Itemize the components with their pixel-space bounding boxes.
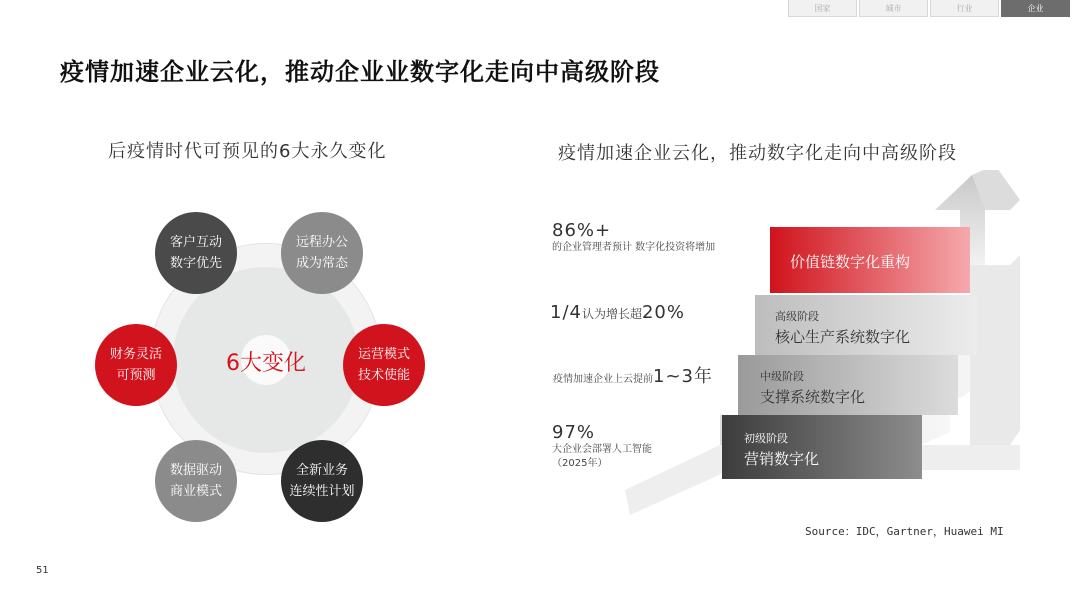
node-line: 远程办公 — [295, 235, 348, 250]
step-initial — [724, 417, 924, 481]
page-title: 疫情加速企业云化，推动企业业数字化走向中高级阶段 — [60, 58, 660, 86]
page-number: 51 — [36, 565, 49, 576]
right-subtitle: 疫情加速企业云化，推动数字化走向中高级阶段 — [558, 143, 957, 164]
stat-desc: 的企业管理者预计 数字化投资将增加 — [552, 242, 716, 253]
step-stage: 中级阶段 — [760, 369, 804, 383]
step-label: 核心生产系统数字化 — [775, 327, 911, 346]
node-line: 客户互动 — [169, 235, 222, 250]
stat-value: 97% — [552, 422, 596, 443]
section-tabs — [786, 0, 1070, 17]
tab-country[interactable]: 国家 — [788, 0, 857, 17]
arrow-column — [970, 255, 1020, 445]
stat-desc: 疫情加速企业上云提前 — [553, 374, 653, 385]
stat-86 — [552, 220, 715, 255]
six-changes-diagram — [95, 200, 425, 540]
node-line: 连续性计划 — [289, 484, 355, 499]
stat-years — [553, 362, 713, 388]
tab-industry[interactable]: 行业 — [930, 0, 999, 17]
center-label: 6大变化 — [226, 351, 306, 376]
step-advanced — [755, 297, 977, 357]
node-line: 财务灵活 — [109, 347, 162, 362]
stat-quarter — [550, 302, 685, 323]
step-stage: 初级阶段 — [744, 431, 788, 445]
step-label: 支撑系统数字化 — [760, 387, 866, 406]
node-line: 数据驱动 — [169, 463, 222, 478]
step-label: 营销数字化 — [744, 449, 820, 468]
tab-enterprise[interactable]: 企业 — [1001, 0, 1070, 17]
stat-desc: 大企业会部署人工智能 — [552, 444, 652, 455]
stat-value: 86%+ — [552, 220, 612, 241]
node-line: 运营模式 — [357, 347, 410, 362]
node-line: 数字优先 — [169, 256, 222, 271]
node-customer-interaction — [155, 212, 237, 294]
stat-value: 1/4 — [550, 302, 582, 323]
left-subtitle: 后疫情时代可预见的6大永久变化 — [108, 141, 387, 162]
step-stage: 高级阶段 — [775, 309, 819, 323]
stat-value: 1~3年 — [653, 366, 713, 387]
node-operations — [343, 324, 425, 406]
node-data-driven — [155, 440, 237, 522]
stat-97 — [552, 422, 652, 471]
node-line: 商业模式 — [169, 484, 222, 499]
node-line: 技术使能 — [357, 368, 410, 383]
stat-value-2: 20% — [641, 302, 685, 323]
node-line: 可预测 — [116, 368, 156, 383]
stat-desc-2: （2025年） — [552, 458, 608, 469]
node-line: 全新业务 — [295, 463, 348, 478]
node-business-continuity — [281, 440, 363, 522]
tab-city[interactable]: 城市 — [859, 0, 928, 17]
step-middle — [740, 357, 960, 417]
step-value-chain — [770, 227, 970, 293]
stat-desc: 认为增长超 — [581, 307, 642, 321]
node-line: 成为常态 — [295, 256, 348, 271]
source-note: Source：IDC，Gartner，Huawei MI — [805, 525, 1004, 538]
node-remote-work — [281, 212, 363, 294]
step-label: 价值链数字化重构 — [790, 252, 911, 271]
node-finance — [95, 324, 177, 406]
